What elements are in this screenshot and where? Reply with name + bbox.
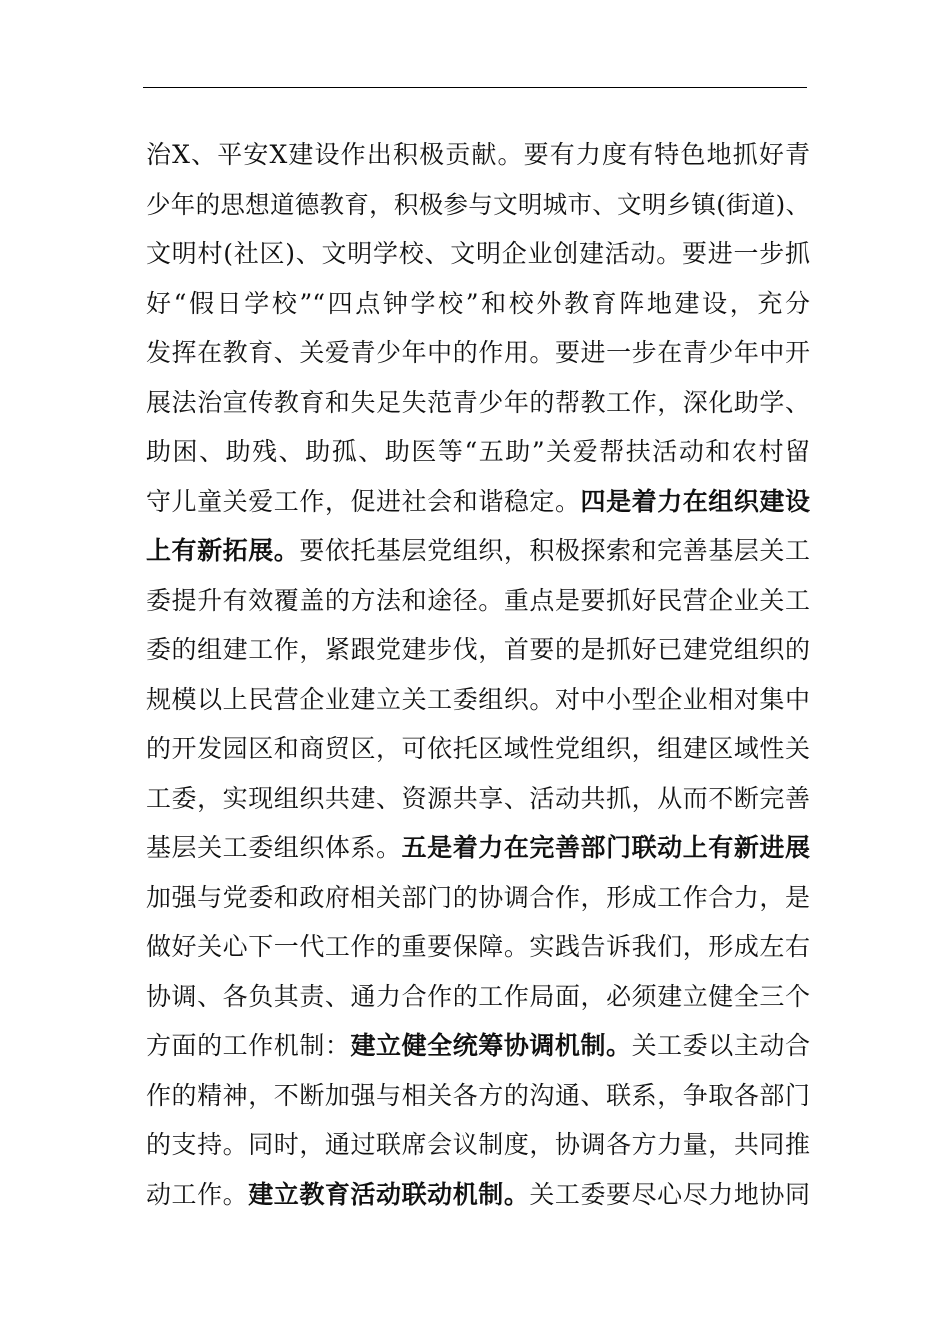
text-run: 做好关心下一代工作的重要保障。实践告诉我们，形成左右	[146, 932, 810, 961]
bold-text-run: 建立健全统筹协调机制。	[350, 1031, 632, 1060]
text-run: 工委，实现组织共建、资源共享、活动共抓，从而不断完善	[146, 783, 810, 813]
text-run: 规模以上民营企业建立关工委组织。对中小型企业相对集中	[146, 684, 810, 714]
text-run: 展法治宣传教育和失足失范青少年的帮教工作，深化助学、	[146, 387, 810, 417]
text-run: 要依托基层党组织，积极探索和完善基层关工	[299, 536, 810, 565]
text-line	[146, 180, 810, 230]
text-line	[146, 1021, 810, 1071]
text-line	[146, 477, 810, 527]
text-run: 加强与党委和政府相关部门的协调合作，形成工作合力，是	[146, 882, 810, 912]
body-text	[146, 130, 810, 1219]
text-line	[146, 1120, 810, 1170]
text-run: 关工委以主动合	[631, 1031, 810, 1060]
text-run: 的支持。同时，通过联席会议制度，协调各方力量，共同推	[146, 1130, 810, 1159]
text-run: 助困、助残、助孤、助医等“五助”关爱帮扶活动和农村留	[146, 437, 810, 466]
text-run: 少年的思想道德教育，积极参与文明城市、文明乡镇(街道)、	[146, 189, 810, 219]
text-line	[146, 774, 810, 824]
text-line	[146, 378, 810, 428]
text-run: 发挥在教育、关爱青少年中的作用。要进一步在青少年中开	[146, 338, 810, 367]
text-run: 方面的工作机制：	[146, 1031, 351, 1060]
text-line	[146, 675, 810, 725]
text-run: 好“假日学校”“四点钟学校”和校外教育阵地建设，充分	[146, 288, 810, 318]
text-line	[146, 625, 810, 675]
text-line	[146, 823, 810, 873]
text-run: 协调、各负其责、通力合作的工作局面，必须建立健全三个	[146, 981, 810, 1011]
text-line	[146, 1071, 810, 1121]
bold-text-run: 四是着力在组织建设	[580, 486, 810, 516]
text-run: 委提升有效覆盖的方法和途径。重点是要抓好民营企业关工	[146, 585, 810, 615]
bold-text-run: 建立教育活动联动机制。	[248, 1179, 530, 1209]
text-run: 关工委要尽心尽力地协同	[529, 1179, 810, 1209]
text-run: 文明村(社区)、文明学校、文明企业创建活动。要进一步抓	[146, 239, 810, 268]
text-line	[146, 1170, 810, 1220]
text-line	[146, 873, 810, 923]
bold-text-run: 五是着力在完善部门联动上有新进展	[401, 833, 810, 862]
text-run: 治X、平安X建设作出积极贡献。要有力度有特色地抓好青	[146, 140, 810, 169]
text-run: 的开发园区和商贸区，可依托区域性党组织，组建区域性关	[146, 734, 810, 763]
text-run: 委的组建工作，紧跟党建步伐，首要的是抓好已建党组织的	[146, 635, 810, 664]
text-run: 基层关工委组织体系。	[146, 833, 402, 862]
bold-text-run: 上有新拓展。	[146, 536, 300, 565]
text-line	[146, 724, 810, 774]
text-line	[146, 130, 810, 180]
text-line	[146, 279, 810, 329]
text-run: 作的精神，不断加强与相关各方的沟通、联系，争取各部门	[146, 1080, 810, 1110]
text-line	[146, 922, 810, 972]
text-line	[146, 427, 810, 477]
text-line	[146, 229, 810, 279]
text-line	[146, 576, 810, 626]
header-rule	[143, 87, 807, 88]
text-run: 守儿童关爱工作，促进社会和谐稳定。	[146, 486, 581, 516]
text-line	[146, 972, 810, 1022]
text-run: 动工作。	[146, 1179, 249, 1209]
text-line	[146, 526, 810, 576]
text-line	[146, 328, 810, 378]
